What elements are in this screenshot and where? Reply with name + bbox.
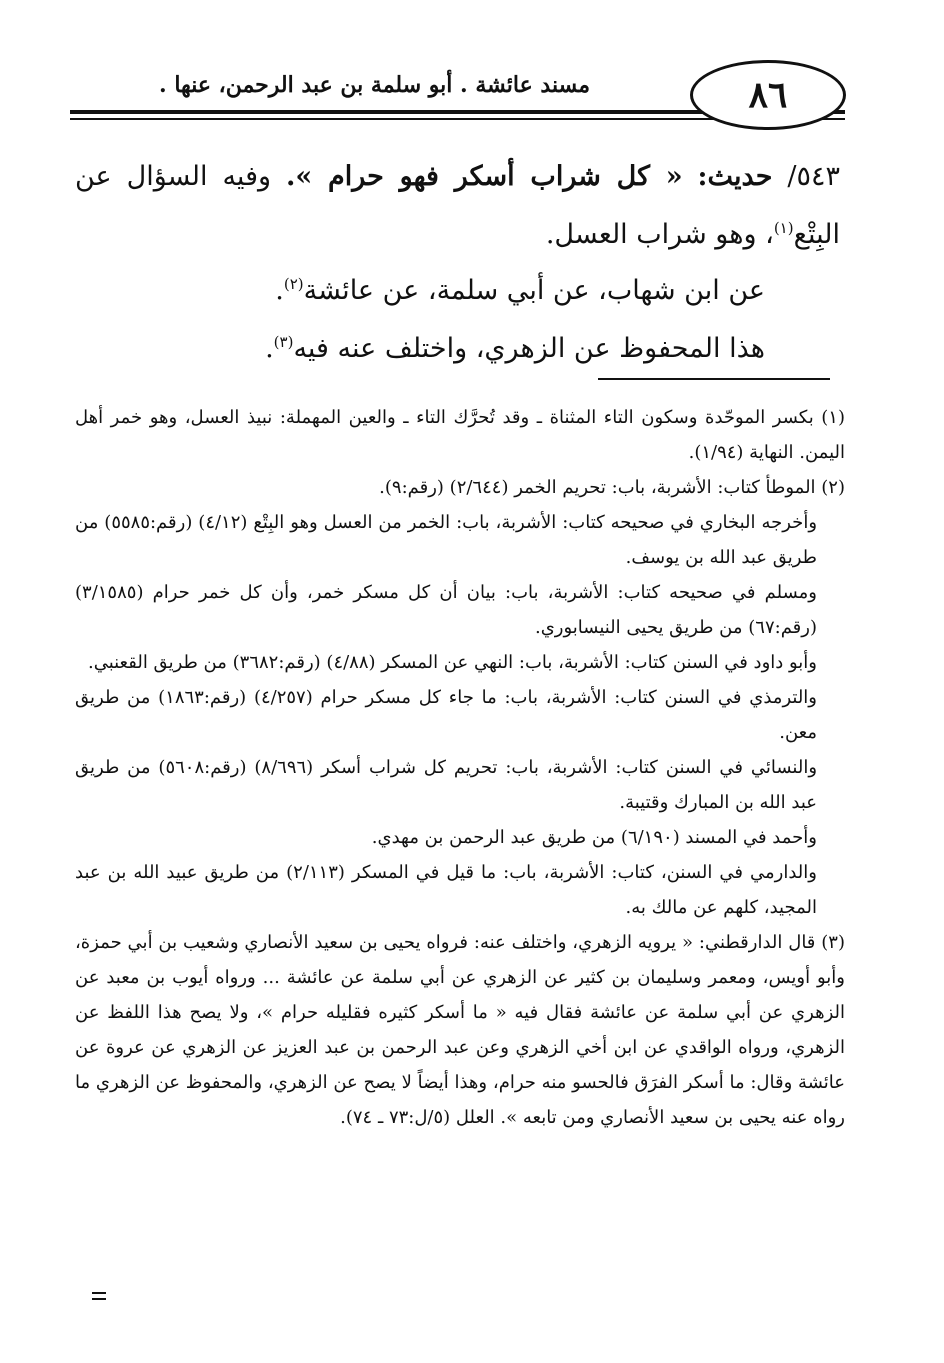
footnote-2-tirmidhi: والترمذي في السنن كتاب: الأشربة، باب: ما جاء كل مسكر حرام (٤/٢٥٧) (رقم:١٨٦٣) من طريق معن. bbox=[75, 687, 817, 743]
footnote-separator bbox=[598, 378, 830, 380]
entry-number: ٥٤٣/ bbox=[787, 161, 840, 192]
footnote-2-ahmad: وأحمد في المسند (٦/١٩٠) من طريق عبد الرحمن بن مهدي. bbox=[371, 827, 817, 848]
entry-description-end: ، وهو شراب العسل. bbox=[545, 219, 774, 250]
footnote-ref-2: (٢) bbox=[283, 275, 304, 293]
footnote-2-abudawud: وأبو داود في السنن كتاب: الأشربة، باب: النهي عن المسكر (٤/٨٨) (رقم:٣٦٨٢) من طريق القعنبي. bbox=[87, 652, 817, 673]
hadith-entry bbox=[75, 148, 840, 264]
isnad-line bbox=[75, 262, 765, 320]
footnote-ref-3: (٣) bbox=[273, 333, 294, 351]
footnote-1: (١) بكسر الموحّدة وسكون التاء المثناة ـ وقد تُحرَّك التاء ـ والعين المهملة: نبيذ العسل، وهو خمر أهل اليمن. النهاية (١/٩٤). bbox=[75, 407, 845, 463]
entry-keyword: حديث: bbox=[697, 161, 773, 192]
page-end-mark bbox=[92, 1292, 106, 1304]
footnote-ref-1: (١) bbox=[773, 219, 794, 237]
footnote-2: (٢) الموطأ كتاب: الأشربة، باب: تحريم الخمر (٢/٦٤٤) (رقم:٩). bbox=[379, 477, 845, 498]
footnote-2-muslim: ومسلم في صحيحه كتاب: الأشربة، باب: بيان أن كل مسكر خمر، وأن كل خمر حرام (٣/١٥٨٥) (رقم:٦٧) من طريق يحيى النيسابوري. bbox=[75, 582, 817, 638]
note-line bbox=[75, 320, 765, 378]
footnote-2-bukhari: وأخرجه البخاري في صحيحه كتاب: الأشربة، باب: الخمر من العسل وهو البِتْع (٤/١٢) (رقم:٥٥٨٥) من طريق عبد الله بن يوسف. bbox=[75, 512, 818, 568]
isnad-text: عن ابن شهاب، عن أبي سلمة، عن عائشة bbox=[303, 275, 765, 306]
running-title: مسند عائشة . أبو سلمة بن عبد الرحمن، عنها . bbox=[159, 72, 590, 98]
footnotes bbox=[75, 400, 845, 1135]
page-number: ٨٦ bbox=[690, 60, 846, 130]
footnote-2-darimi: والدارمي في السنن، كتاب: الأشربة، باب: ما قيل في المسكر (٢/١١٣) من طريق عبيد الله بن عبد المجيد، كلهم عن مالك به. bbox=[75, 862, 817, 918]
hadith-text: « كل شراب أسكر فهو حرام ». bbox=[286, 161, 683, 192]
footnote-2-nasai: والنسائي في السنن كتاب: الأشربة، باب: تحريم كل شراب أسكر (٨/٦٩٦) (رقم:٥٦٠٨) من طريق عبد الله بن المبارك وقتيبة. bbox=[75, 757, 818, 813]
note-end: . bbox=[265, 333, 274, 364]
footnote-3: (٣) قال الدارقطني: « يرويه الزهري، واختلف عنه: فرواه يحيى بن سعيد الأنصاري وشعيب بن أبي حمزة، وأبو أويس، ومعمر وسليمان بن كثير عن الزهري عن أبي سلمة عن عائشة ... ورواه أيوب بن معبد عن الزهري عن أبي سلمة عن عائشة فقال فيه « ما أسكر كثيره فقليله حرام »، ولا يصح هذا اللفظ عن الزهري، ورواه الواقدي عن ابن أخي الزهري وعن عبد الرحمن بن عبد العزيز عن الزهري عن عروة عن عائشة وقال: ما أسكر الفرَق فالحسو منه حرام، وهذا أيضاً لا يصح عن الزهري، والمحفوظ عن الزهري ما رواه عنه يحيى بن سعيد الأنصاري ومن تابعه ». العلل (٥/ل:٧٣ ـ ٧٤). bbox=[75, 932, 845, 1128]
note-text: هذا المحفوظ عن الزهري، واختلف عنه فيه bbox=[293, 333, 765, 364]
isnad-end: . bbox=[275, 275, 284, 306]
entry-description: وفيه السؤال عن البِتْع bbox=[75, 161, 840, 250]
